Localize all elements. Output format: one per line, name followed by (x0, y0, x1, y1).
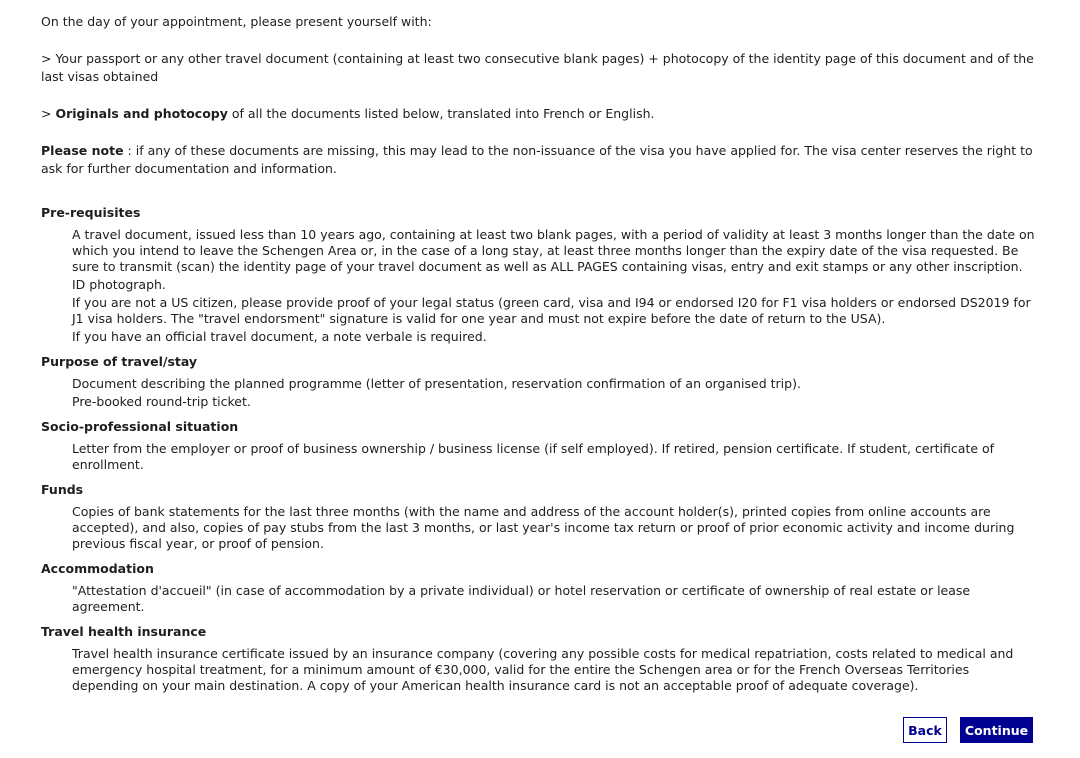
back-button[interactable]: Back (903, 717, 947, 743)
section-body (72, 646, 1037, 694)
please-note-label: Please note (41, 143, 124, 158)
list-item: A travel document, issued less than 10 years ago, containing at least two blank pages, with a period of validity at least 3 months longer than the date on which you intend to leave the Schengen Area or, in the case of a long stay, at least three months longer than the expiry date of the visa requested. Be sure to transmit (scan) the identity page of your travel document as well as ALL PAGES containing visas, entry and exit stamps or any other inscription. (72, 227, 1035, 274)
list-item: Pre-booked round-trip ticket. (72, 394, 251, 409)
section-title: Travel health insurance (41, 624, 207, 639)
list-item: If you are not a US citizen, please provide proof of your legal status (green card, visa and I94 or endorsed I20 for F1 visa holders or endorsed DS2019 for J1 visa holders. The "travel endorsment" signature is valid for one year and must not expire before the date of return to the USA). (72, 295, 1031, 326)
originals-requirement (41, 105, 1041, 123)
section-travel-health-insurance (41, 623, 1041, 694)
list-item: If you have an official travel document, a note verbale is required. (72, 329, 487, 344)
section-prerequisites (41, 204, 1041, 345)
originals-prefix: > (41, 106, 56, 121)
section-body (72, 504, 1037, 552)
form-navigation (903, 717, 1033, 743)
section-title: Socio-professional situation (41, 419, 239, 434)
continue-button[interactable]: Continue (960, 717, 1033, 743)
section-purpose (41, 353, 1041, 410)
section-body (72, 441, 1037, 473)
section-body (72, 583, 1037, 615)
passport-requirement: > Your passport or any other travel document (containing at least two consecutive blank pages) + photocopy of the identity page of this document and of the last visas obtained (41, 51, 1034, 84)
please-note (41, 142, 1041, 178)
section-title: Pre-requisites (41, 205, 141, 220)
section-body (72, 227, 1037, 345)
list-item: ID photograph. (72, 277, 166, 292)
list-item: Document describing the planned programme (letter of presentation, reservation confirmation of an organised trip). (72, 376, 801, 391)
section-funds (41, 481, 1041, 552)
section-socio-professional (41, 418, 1041, 473)
section-title: Funds (41, 482, 84, 497)
originals-rest: of all the documents listed below, translated into French or English. (227, 106, 655, 121)
section-title: Purpose of travel/stay (41, 354, 198, 369)
requirement-sections (41, 204, 1041, 702)
list-item: Letter from the employer or proof of business ownership / business license (if self employed). If retired, pension certificate. If student, certificate of enrollment. (72, 441, 995, 472)
section-title: Accommodation (41, 561, 154, 576)
list-item: "Attestation d'accueil" (in case of accommodation by a private individual) or hotel reservation or certificate of ownership of real estate or lease agreement. (72, 583, 971, 614)
section-accommodation (41, 560, 1041, 615)
please-note-text: : if any of these documents are missing, this may lead to the non-issuance of the visa you have applied for. The visa center reserves the right to ask for further documentation and information. (41, 143, 1033, 176)
section-body (72, 376, 1037, 410)
list-item: Travel health insurance certificate issued by an insurance company (covering any possible costs for medical repatriation, costs related to medical and emergency hospital treatment, for a minimum amount of €30,000, valid for the entire the Schengen area or for the French Overseas Territories depending on your main destination. A copy of your American health insurance card is not an acceptable proof of adequate coverage). (72, 646, 1014, 693)
list-item: Copies of bank statements for the last three months (with the name and address of the account holder(s), printed copies from online accounts are accepted), and also, copies of pay stubs from the last 3 months, or last year's income tax return or proof of prior economic activity and income during previous fiscal year, or proof of pension. (72, 504, 1015, 551)
originals-bold: Originals and photocopy (55, 106, 228, 121)
appointment-intro: On the day of your appointment, please present yourself with: (41, 14, 432, 29)
